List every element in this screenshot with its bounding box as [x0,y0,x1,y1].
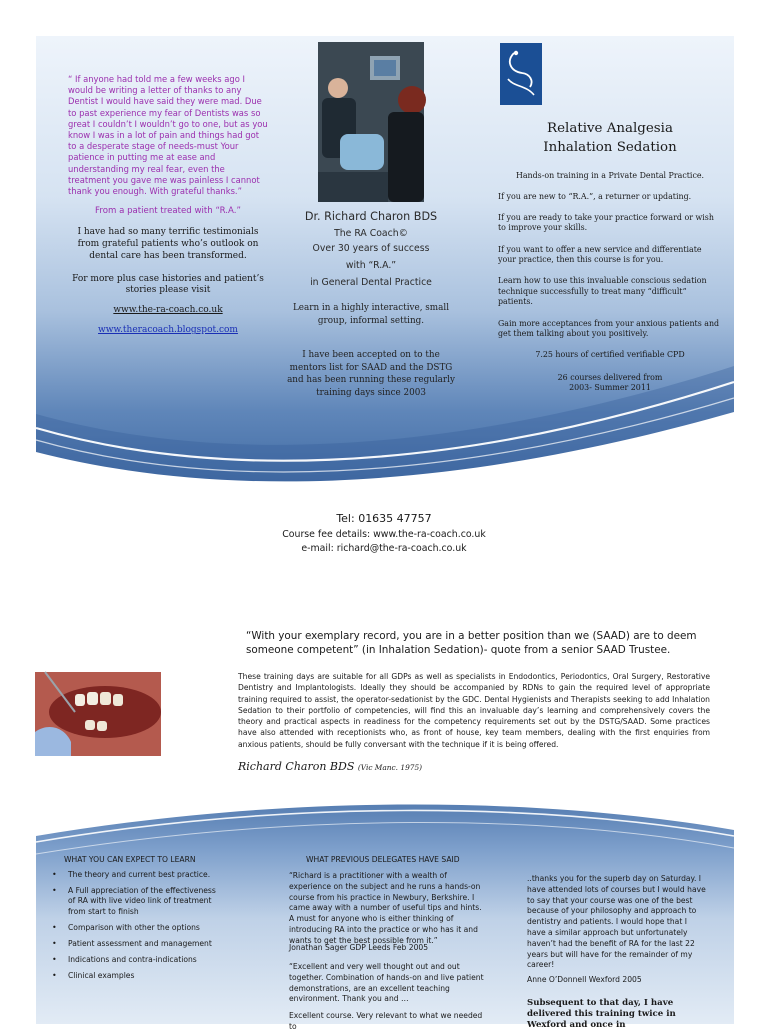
delegate-quote-4: ..thanks you for the superb day on Saturday. I have attended lots of courses but I would have to say that your course was one of the best because of your philosophy and approach to dentistry and patients. I would hope that I have a similar approach but unfortunately haven’t had the benefit of RA for the last 22 years but will have for the remainder of my career! [527,874,706,970]
learn-technique-text: Learn how to use this invaluable conscious sedation technique successfully to treat many “difficult” patients. [498,276,707,307]
learn-list [52,870,216,988]
delegates-heading: WHAT PREVIOUS DELEGATES HAVE SAID [306,855,460,864]
new-service-text: If you want to offer a new service and differentiate your practice, then this course is for you. [498,244,702,265]
delegate-quote-1: “Richard is a practitioner with a wealth of experience on the subject and he runs a hands-on course from his practice in Newbury, Berkshire. I came away with a number of useful tips and hints. A must for anyone who is either thinking of introducing RA into the practice or who has it and wants to get the best possible from it.” [289,871,482,945]
blog-link[interactable]: www.theracoach.blogspot.com [98,325,238,336]
website-link[interactable]: www.the-ra-coach.co.uk [113,305,223,316]
ra-coach-line: The RA Coach© [334,228,408,239]
mentors-text: I have been accepted on to the mentors list for SAAD and the DSTG and has been running these regularly training days since 2003 [287,350,455,398]
courses-line1: 26 courses delivered from [557,372,663,382]
signature [238,760,422,773]
learn-heading: WHAT YOU CAN EXPECT TO LEARN [64,855,196,864]
more-info-text: For more plus case histories and patient’s stories please visit [72,273,264,296]
ra-title-line1: Relative Analgesia [547,121,673,136]
contact-fee: Course fee details: www.the-ra-coach.co.uk [282,529,486,540]
signature-name: Richard Charon BDS [238,760,355,773]
delegate-quote-3: Excellent course. Very relevant to what we needed to [289,1011,483,1031]
list-item: • Comparison with other the options [52,923,216,933]
signature-note: (Vic Manc. 1975) [357,763,423,772]
training-description: These training days are suitable for all GDPs as well as specialists in Endodontics, Periodontics, Oral Surgery, Restorative Dentistry and Implantologists. Ideally they should be accompanied by RDNs to gain the required level of appropriate training required to assist, the operator-sedationist by the GDC. Dental Hygienists and Therapists seeking to add Inhalation Sedation to their portfolio of competencies, will find this an invaluable day’s learning and comprehensively covers the theory and practical aspects in readiness for the competency requirements set out by the DSTG/SAAD. Some practices have also attended with receptionists who, as front of house, key team members, dealing with the first enquiries from anxious patients, should be fully conversant with the technique if it is being offered. [238,672,710,749]
learn-setting-text: Learn in a highly interactive, small group, informal setting. [292,303,450,326]
doctor-name: Dr. Richard Charon BDS [304,210,438,223]
with-ra-line: with “R.A.” [345,260,397,271]
cpd-text: 7.25 hours of certified verifiable CPD [535,350,685,360]
saad-quote: “With your exemplary record, you are in a better position than we (SAAD) are to deem someone competent” (in Inhalation Sedation)- quote from a senior SAAD Trustee. [246,630,697,656]
practice-forward-text: If you are ready to take your practice forward or wish to improve your skills. [498,212,714,233]
courses-line2: 2003- Summer 2011 [569,383,651,393]
patient-quote-attribution: From a patient treated with “R.A.” [95,206,241,217]
list-item: • The theory and current best practice. [52,870,216,880]
practice-line: in General Dental Practice [310,277,432,288]
ra-title-line2: Inhalation Sedation [543,140,677,155]
delegate-quote-5: Subsequent to that day, I have delivered this training twice in Wexford and once in [527,998,676,1030]
delegate-author-1: Jonathan Sager GDP Leeds Feb 2005 [289,943,429,952]
left-column [68,74,268,335]
mouth-photo [35,672,161,756]
patient-quote: “ If anyone had told me a few weeks ago I would be writing a letter of thanks to any Dentist I would have said they were mad. Due to past experience my fear of Dentists was so great I couldn’t I wouldn’t go to one, but as you know I was in a lot of pain and things had got to a desperate stage of needs-must Your patience in putting me at ease and understanding my real fear, even the treatment you gave me was painless I cannot thank you enough. With grateful thanks.” [68,74,268,197]
right-column [498,43,722,394]
list-item: • Patient assessment and management [52,939,216,949]
delegate-quote-2: “Excellent and very well thought out and out together. Combination of hands-on and live patient demonstrations, are an excellent teaching environment. Thank you and … [289,962,484,1004]
dentist-photo [318,42,424,202]
new-to-ra-text: If you are new to “R.A.”, a returner or updating. [498,192,692,202]
contact-email: e-mail: richard@the-ra-coach.co.uk [301,543,467,554]
ra-coach-logo [500,43,542,105]
list-item: • A Full appreciation of the effectiveness of RA with live video link of treatment from start to finish [52,886,216,917]
experience-line: Over 30 years of success [312,243,430,254]
contact-tel: Tel: 01635 47757 [336,512,432,525]
list-item: • Clinical examples [52,971,216,981]
acceptances-text: Gain more acceptances from your anxious patients and get them talking about you positively. [498,318,720,339]
list-item: • Indications and contra-indications [52,955,216,965]
testimonials-text: I have had so many terrific testimonials from grateful patients who’s outlook on dental care has been transformed. [77,227,259,261]
middle-column [286,42,456,399]
hands-on-text: Hands-on training in a Private Dental Practice. [515,171,705,180]
delegate-author-4: Anne O’Donnell Wexford 2005 [527,975,642,984]
brochure-top-panel [36,36,734,494]
